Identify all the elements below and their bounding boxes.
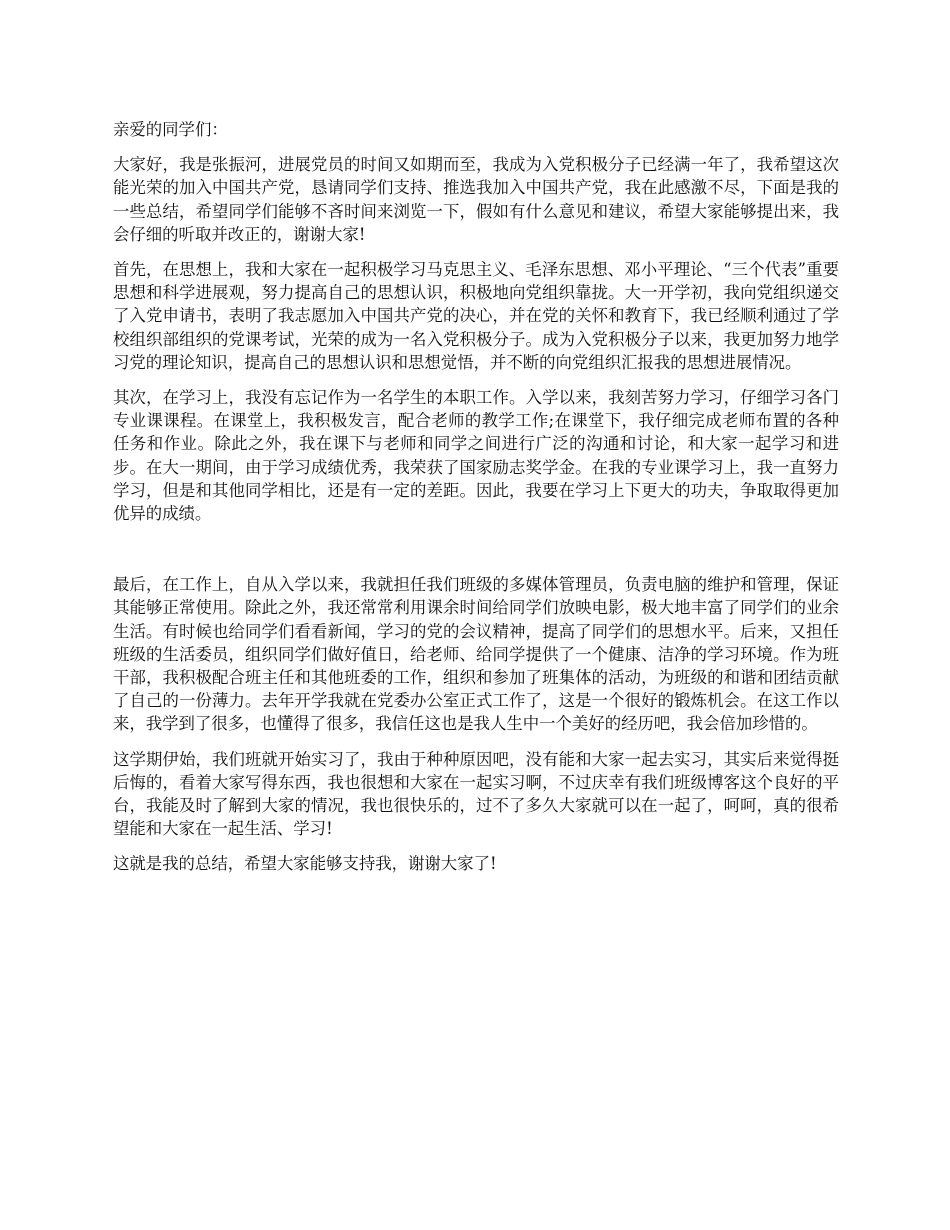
letter-body (113, 118, 839, 888)
paragraph-thought: 首先，在思想上，我和大家在一起积极学习马克思主义、毛泽东思想、邓小平理论、“三个代表”重要思想和科学进展观，努力提高自己的思想认识，积极地向党组织靠拢。大一开学初，我向党组织递交了入党申请书，表明了我志愿加入中国共产党的决心，并在党的关怀和教育下，我已经顺利通过了学校组织部组织的党课考试，光荣的成为一名入党积极分子。成为入党积极分子以来，我更加努力地学习党的理论知识，提高自己的思想认识和思想觉悟，并不断的向党组织汇报我的思想进展情况。 (113, 260, 839, 372)
paragraph-introduction: 大家好，我是张振河，进展党员的时间又如期而至，我成为入党积极分子已经满一年了，我希望这次能光荣的加入中国共产党，恳请同学们支持、推选我加入中国共产党，我在此感激不尽，下面是我的一些总结，希望同学们能够不吝时间来浏览一下，假如有什么意见和建议，希望大家能够提出来，我会仔细的听取并改正的，谢谢大家! (113, 155, 839, 244)
paragraph-work: 最后，在工作上，自从入学以来，我就担任我们班级的多媒体管理员，负责电脑的维护和管理，保证其能够正常使用。除此之外，我还常常利用课余时间给同学们放映电影，极大地丰富了同学们的业余生活。有时候也给同学们看看新闻，学习的党的会议精神，提高了同学们的思想水平。后来，又担任班级的生活委员，组织同学们做好值日，给老师、给同学提供了一个健康、洁净的学习环境。作为班干部，我积极配合班主任和其他班委的工作，组织和参加了班集体的活动，为班级的和谐和团结贡献了自己的一份薄力。去年开学我就在党委办公室正式工作了，这是一个很好的锻炼机会。在这工作以来，我学到了很多，也懂得了很多，我信任这也是我人生中一个美好的经历吧，我会倍加珍惜的。 (113, 575, 839, 734)
paragraph-closing: 这就是我的总结，希望大家能够支持我，谢谢大家了! (113, 854, 497, 874)
paragraph-study: 其次，在学习上，我没有忘记作为一名学生的本职工作。入学以来，我刻苦努力学习，仔细学习各门专业课课程。在课堂上，我积极发言，配合老师的教学工作;在课堂下，我仔细完成老师布置的各种任务和作业。除此之外，我在课下与老师和同学之间进行广泛的沟通和讨论，和大家一起学习和进步。在大一期间，由于学习成绩优秀，我荣获了国家励志奖学金。在我的专业课学习上，我一直努力学习，但是和其他同学相比，还是有一定的差距。因此，我要在学习上下更大的功夫，争取取得更加优异的成绩。 (113, 388, 839, 524)
greeting: 亲爱的同学们： (113, 120, 228, 139)
blank-spacer (113, 537, 839, 573)
paragraph-internship: 这学期伊始，我们班就开始实习了，我由于种种原因吧，没有能和大家一起去实习，其实后来觉得挺后悔的，看着大家写得东西，我也很想和大家在一起实习啊，不过庆幸有我们班级博客这个良好的平台，我能及时了解到大家的情况，我也很快乐的，过不了多久大家就可以在一起了，呵呵，真的很希望能和大家在一起生活、学习! (113, 749, 839, 839)
